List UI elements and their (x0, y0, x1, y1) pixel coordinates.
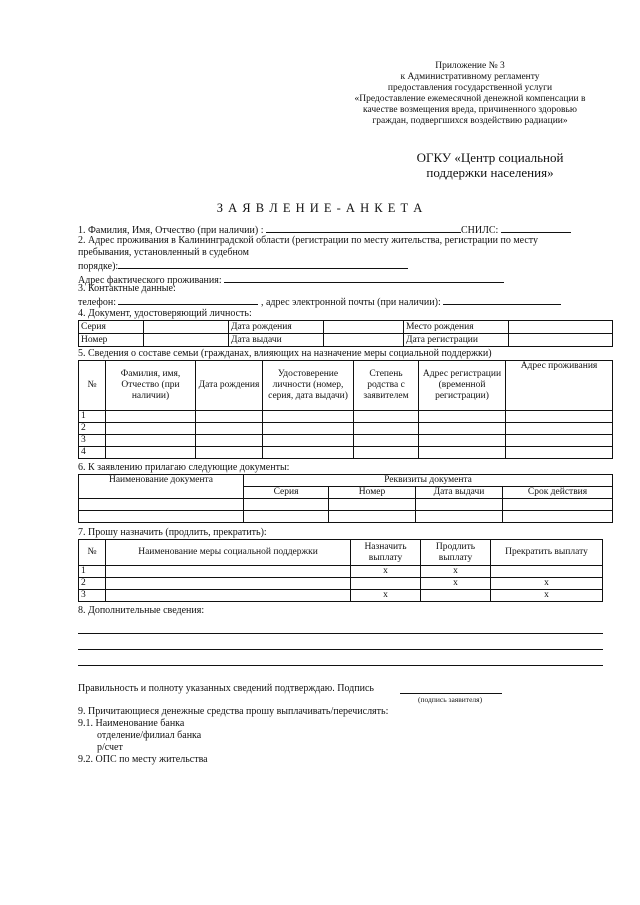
assign-mark[interactable]: x (351, 590, 421, 602)
id-registration-date-value[interactable] (509, 334, 613, 347)
addressee-line1: ОГКУ «Центр социальной (416, 150, 564, 165)
measures-col-number: № (79, 540, 106, 566)
table-row (79, 590, 603, 602)
stop-mark[interactable] (491, 566, 603, 578)
docs-cell[interactable] (503, 511, 613, 523)
id-registration-date-label: Дата регистрации (404, 334, 509, 347)
row-number: 3 (79, 590, 106, 602)
documents-table (78, 474, 613, 523)
family-cell[interactable] (506, 423, 613, 435)
signature-caption: (подпись заявителя) (418, 695, 483, 704)
measures-col-stop: Прекратить выплату (491, 540, 603, 566)
family-cell[interactable] (506, 447, 613, 459)
id-issue-date-value[interactable] (324, 334, 404, 347)
docs-cell[interactable] (79, 511, 244, 523)
extend-mark[interactable] (421, 590, 491, 602)
table-row (79, 511, 613, 523)
family-cell[interactable] (354, 435, 419, 447)
extend-mark[interactable]: x (421, 566, 491, 578)
family-col-id: Удостоверение личности (номер, серия, дата выдачи) (263, 361, 354, 411)
docs-col-issue-date: Дата выдачи (416, 487, 503, 499)
assign-mark[interactable] (351, 578, 421, 590)
measures-col-assign: Назначить выплату (351, 540, 421, 566)
assign-mark[interactable]: x (351, 566, 421, 578)
row-number: 4 (79, 447, 106, 459)
appendix-line: предоставления государственной услуги (387, 83, 553, 93)
family-col-relation: Степень родства с заявителем (354, 361, 419, 411)
family-cell[interactable] (106, 447, 196, 459)
row-number: 2 (79, 423, 106, 435)
table-row (79, 447, 613, 459)
docs-col-requisites: Реквизиты документа (244, 475, 613, 487)
document-title: З А Я В Л Е Н И Е - А Н К Е Т А (216, 201, 424, 215)
measures-col-name: Наименование меры социальной поддержки (106, 540, 351, 566)
section7-label: 7. Прошу назначить (продлить, прекратить): (78, 527, 267, 538)
table-row (79, 435, 613, 447)
table-row (79, 578, 603, 590)
family-cell[interactable] (106, 423, 196, 435)
family-cell[interactable] (196, 411, 263, 423)
id-birthdate-label: Дата рождения (229, 321, 324, 334)
measure-name-cell[interactable] (106, 566, 351, 578)
family-col-residence: Адрес проживания (506, 361, 613, 411)
appendix-line: граждан, подвергшихся воздействию радиации» (372, 116, 568, 126)
docs-col-name: Наименование документа (79, 475, 244, 499)
family-cell[interactable] (419, 411, 506, 423)
family-cell[interactable] (419, 423, 506, 435)
docs-cell[interactable] (503, 499, 613, 511)
stop-mark[interactable]: x (491, 590, 603, 602)
addressee-line2: поддержки населения» (426, 165, 554, 180)
addressee (400, 150, 580, 180)
row-number: 1 (79, 411, 106, 423)
account-label: р/счет (97, 742, 123, 753)
section4-label: 4. Документ, удостоверяющий личность: (78, 308, 252, 319)
payment-label: 9. Причитающиеся денежные средства прошу выплачивать/перечислять: (78, 706, 389, 717)
extend-mark[interactable]: x (421, 578, 491, 590)
appendix-line: «Предоставление ежемесячной денежной компенсации в (354, 94, 586, 104)
docs-col-number: Номер (329, 487, 416, 499)
signature-field[interactable] (400, 693, 502, 694)
phone-field[interactable] (118, 295, 258, 305)
table-row (79, 499, 613, 511)
section6-label: 6. К заявлению прилагаю следующие документы: (78, 462, 290, 473)
docs-cell[interactable] (329, 511, 416, 523)
id-number-value[interactable] (144, 334, 229, 347)
appendix-line: Приложение № 3 (435, 61, 505, 71)
email-field[interactable] (443, 295, 561, 305)
family-cell[interactable] (354, 423, 419, 435)
stop-mark[interactable]: x (491, 578, 603, 590)
family-table (78, 360, 613, 459)
docs-cell[interactable] (329, 499, 416, 511)
family-cell[interactable] (263, 435, 354, 447)
family-cell[interactable] (106, 411, 196, 423)
post-office-label: 9.2. ОПС по месту жительства (78, 754, 208, 765)
family-cell[interactable] (196, 447, 263, 459)
table-row (79, 566, 603, 578)
bank-name-label: 9.1. Наименование банка (78, 718, 185, 729)
additional-info-line[interactable] (78, 649, 603, 650)
family-col-birthdate: Дата рождения (196, 361, 263, 411)
family-cell[interactable] (419, 447, 506, 459)
family-cell[interactable] (354, 447, 419, 459)
table-row (79, 423, 613, 435)
docs-col-series: Серия (244, 487, 329, 499)
additional-info-line[interactable] (78, 633, 603, 634)
id-number-label: Номер (79, 334, 144, 347)
appendix-line: к Административному регламенту (400, 72, 540, 82)
address-label-line1: 2. Адрес проживания в Калининградской области (регистрации по месту жительства, регистрации по месту (78, 235, 539, 246)
docs-cell[interactable] (244, 499, 329, 511)
id-series-label: Серия (79, 321, 144, 334)
family-cell[interactable] (354, 411, 419, 423)
family-cell[interactable] (196, 435, 263, 447)
measures-col-extend: Продлить выплату (421, 540, 491, 566)
family-cell[interactable] (196, 423, 263, 435)
appendix-header (330, 61, 610, 127)
family-cell[interactable] (419, 435, 506, 447)
bank-branch-label: отделение/филиал банка (97, 730, 202, 741)
snils-field[interactable] (501, 223, 571, 233)
family-cell[interactable] (263, 411, 354, 423)
section9 (78, 706, 578, 766)
id-birthdate-value[interactable] (324, 321, 404, 334)
id-series-value[interactable] (144, 321, 229, 334)
confirmation-text: Правильность и полноту указанных сведений подтверждаю. Подпись (78, 683, 374, 694)
section5-label: 5. Сведения о составе семьи (гражданах, влияющих на назначение меры социальной поддержки) (78, 348, 492, 359)
snils-label: СНИЛС: (460, 225, 499, 236)
docs-col-validity: Срок действия (503, 487, 613, 499)
measure-name-cell[interactable] (106, 590, 351, 602)
docs-cell[interactable] (416, 511, 503, 523)
docs-cell[interactable] (79, 499, 244, 511)
row-number: 2 (79, 578, 106, 590)
family-col-number: № (79, 361, 106, 411)
phone-label: телефон: (78, 297, 116, 308)
email-label: , адрес электронной почты (при наличии): (260, 297, 441, 308)
family-cell[interactable] (263, 423, 354, 435)
section2 (78, 235, 618, 287)
family-cell[interactable] (106, 435, 196, 447)
actual-address-field[interactable] (224, 273, 504, 283)
docs-cell[interactable] (416, 499, 503, 511)
registration-address-field[interactable] (118, 259, 408, 269)
row-number: 1 (79, 566, 106, 578)
fio-field[interactable] (266, 223, 461, 233)
table-row (79, 411, 613, 423)
section3 (78, 283, 618, 309)
address-label-line2: пребывания, установленный в судебном (78, 247, 249, 258)
actual-address-label: Адрес фактического проживания: (78, 275, 222, 286)
id-document-table (78, 320, 613, 347)
id-issue-date-label: Дата выдачи (229, 334, 324, 347)
fio-label: 1. Фамилия, Имя, Отчество (при наличии) : (78, 225, 264, 236)
measures-table (78, 539, 603, 602)
family-cell[interactable] (506, 435, 613, 447)
id-birthplace-label: Место рождения (404, 321, 509, 334)
docs-cell[interactable] (244, 511, 329, 523)
address-label-line3: порядке): (78, 261, 119, 272)
row-number: 3 (79, 435, 106, 447)
family-col-registration: Адрес регистрации (временной регистрации) (419, 361, 506, 411)
contacts-label: 3. Контактные данные: (78, 283, 176, 294)
appendix-line: качестве возмещения вреда, причиненного здоровью (363, 105, 577, 115)
family-col-fio: Фамилия, имя, Отчество (при наличии) (106, 361, 196, 411)
section8-label: 8. Дополнительные сведения: (78, 605, 205, 616)
additional-info-line[interactable] (78, 665, 603, 666)
family-cell[interactable] (263, 447, 354, 459)
measure-name-cell[interactable] (106, 578, 351, 590)
id-birthplace-value[interactable] (509, 321, 613, 334)
family-cell[interactable] (506, 411, 613, 423)
